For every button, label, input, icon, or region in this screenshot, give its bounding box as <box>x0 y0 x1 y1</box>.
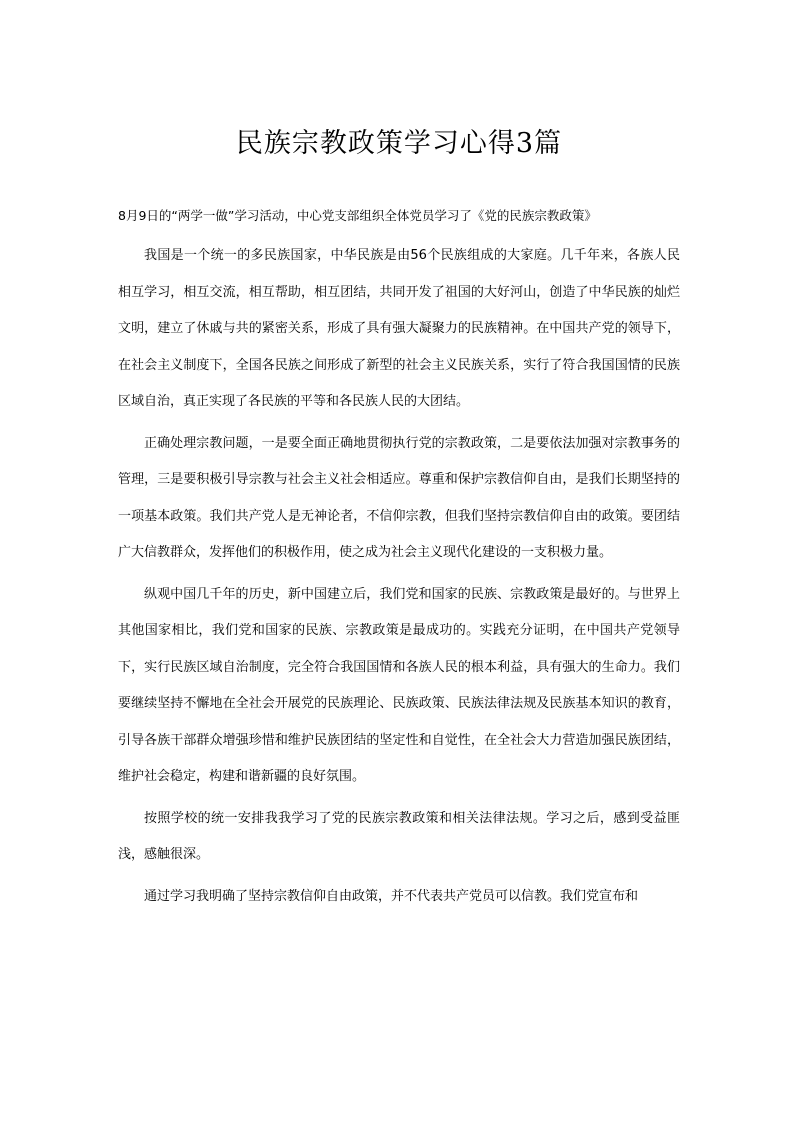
paragraph-1: 我国是一个统一的多民族国家，中华民族是由56个民族组成的大家庭。几千年来，各族人民相互学习，相互交流，相互帮助，相互团结，共同开发了祖国的大好河山，创造了中华民族的灿烂文明，建立了休戚与共的紧密关系，形成了具有强大凝聚力的民族精神。在中国共产党的领导下，在社会主义制度下，全国各民族之间形成了新型的社会主义民族关系，实行了符合我国国情的民族区域自治，真正实现了各民族的平等和各民族人民的大团结。 <box>118 248 680 409</box>
paragraph-4: 按照学校的统一安排我我学习了党的民族宗教政策和相关法律法规。学习之后，感到受益匪浅，感触很深。 <box>118 810 680 862</box>
paragraph-2: 正确处理宗教问题，一是要全面正确地贯彻执行党的宗教政策，二是要依法加强对宗教事务的管理，三是要积极引导宗教与社会主义社会相适应。尊重和保护宗教信仰自由，是我们长期坚持的一项基本政策。我们共产党人是无神论者，不信仰宗教，但我们坚持宗教信仰自由的政策。要团结广大信教群众，发挥他们的积极作用，使之成为社会主义现代化建设的一支积极力量。 <box>118 435 680 560</box>
paragraph-5: 通过学习我明确了坚持宗教信仰自由政策，并不代表共产党员可以信教。我们党宣布和 <box>144 888 639 904</box>
paragraph-3: 纵观中国几千年的历史，新中国建立后，我们党和国家的民族、宗教政策是最好的。与世界上其他国家相比，我们党和国家的民族、宗教政策是最成功的。实践充分证明，在中国共产党领导下，实行民族区域自治制度，完全符合我国国情和各族人民的根本利益，具有强大的生命力。我们要继续坚持不懈地在全社会开展党的民族理论、民族政策、民族法律法规及民族基本知识的教育，引导各族干部群众增强珍惜和维护民族团结的坚定性和自觉性，在全社会大力营造加强民族团结，维护社会稳定，构建和谐新疆的良好氛围。 <box>118 586 680 784</box>
document-title: 民族宗教政策学习心得3篇 <box>235 128 563 159</box>
intro-line: 8月9日的“两学一做”学习活动，中心党支部组织全体党员学习了《党的民族宗教政策》 <box>118 208 597 223</box>
